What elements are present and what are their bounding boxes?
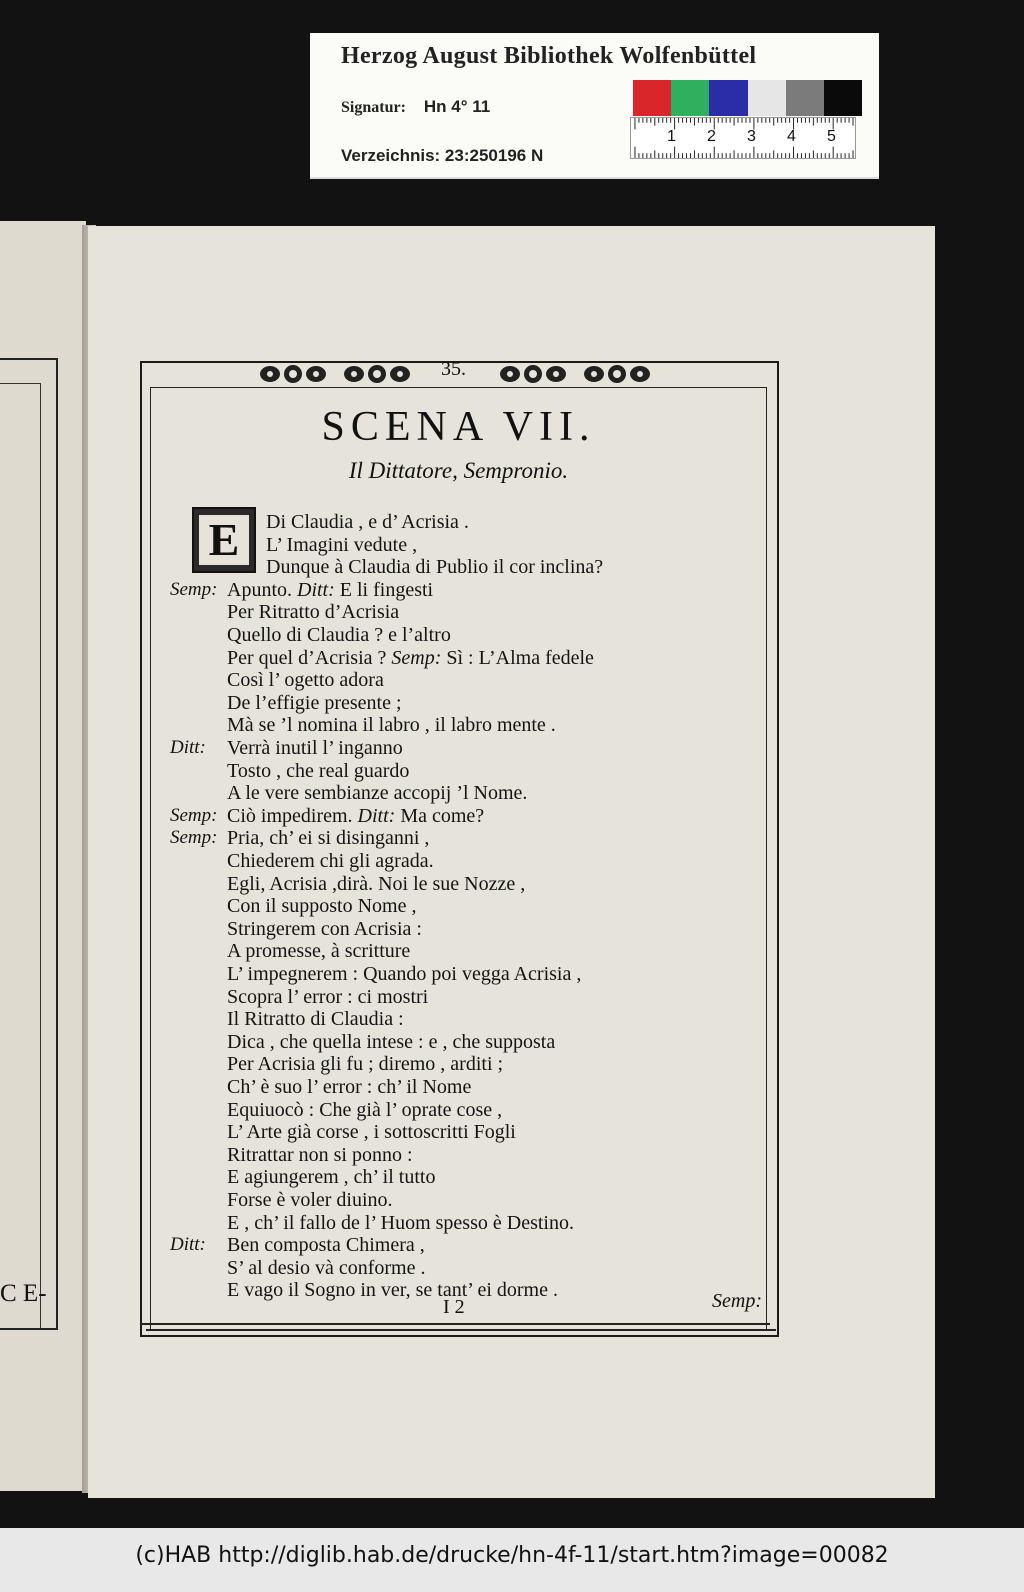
library-title: Herzog August Bibliothek Wolfenbüttel xyxy=(341,43,757,69)
verse-line: E , ch’ il fallo de l’ Huom spesso è Destino. xyxy=(227,1211,574,1234)
ruler-number: 5 xyxy=(827,128,836,145)
left-page-inner-frame xyxy=(0,383,41,1328)
verse-line: E agiungerem , ch’ il tutto xyxy=(227,1166,436,1189)
color-swatches xyxy=(633,80,862,116)
verse-line: E vago il Sogno in ver, se tant’ ei dorme . xyxy=(227,1279,558,1302)
ruler-number: 2 xyxy=(707,128,716,145)
left-page-catchword: C E- xyxy=(0,1280,47,1307)
ornament-icon xyxy=(582,362,652,386)
swatch-gray xyxy=(786,80,824,116)
speaker-label: Ditt: xyxy=(170,737,206,758)
signatur-row xyxy=(341,97,490,117)
verse-line: A le vere sembianze accopij ’l Nome. xyxy=(227,782,528,805)
verse-line: Verrà inutil l’ inganno xyxy=(227,737,403,759)
page-number: 35. xyxy=(441,358,466,380)
verse-line: Ch’ è suo l’ error : ch’ il Nome xyxy=(227,1076,472,1098)
ruler-number: 1 xyxy=(667,128,676,145)
ruler-ticks xyxy=(631,118,855,158)
copyright-footer: (c)HAB http://diglib.hab.de/drucke/hn-4f-11/start.htm?image=00082 xyxy=(0,1528,1024,1592)
bottom-rule xyxy=(140,1323,770,1325)
verse-line: Egli, Acrisia ,dirà. Noi le sue Nozze , xyxy=(227,872,526,895)
verse-line: Così l’ ogetto adora xyxy=(227,669,384,692)
verse-line: Equiuocò : Che già l’ oprate cose , xyxy=(227,1098,503,1121)
verse-line: S’ al desio và conforme . xyxy=(227,1256,426,1279)
ornament-icon xyxy=(342,362,412,386)
swatch-red xyxy=(633,80,671,116)
swatch-blue xyxy=(709,80,747,116)
verse-line: L’ impegnerem : Quando poi vegga Acrisia , xyxy=(227,963,582,985)
verse-line: Pria, ch’ ei si disinganni , xyxy=(227,827,430,850)
decorated-initial xyxy=(192,507,256,573)
verse-line: Mà se ’l nomina il labro , il labro mente . xyxy=(227,714,556,737)
verse-line: Per quel d’Acrisia ? Semp: Sì : L’Alma fedele xyxy=(227,646,594,669)
swatch-white xyxy=(748,80,786,116)
ornament-icon xyxy=(498,362,568,386)
verse-line: Apunto. Ditt: E li fingesti xyxy=(227,578,434,601)
signatur-value: Hn 4° 11 xyxy=(423,97,491,116)
printer-signature: I 2 xyxy=(443,1296,465,1318)
verse-line: Scopra l’ error : ci mostri xyxy=(227,985,429,1008)
ruler-number: 3 xyxy=(747,128,756,145)
verse-line: Chiederem chi gli agrada. xyxy=(227,850,434,872)
ornament-icon xyxy=(258,362,328,386)
library-label xyxy=(310,33,879,179)
scale-ruler xyxy=(630,117,856,159)
ruler-number: 4 xyxy=(787,128,796,145)
swatch-black xyxy=(824,80,862,116)
verse-line: L’ Arte già corse , i sottoscritti Fogli xyxy=(227,1121,516,1144)
verse-line: De l’effigie presente ; xyxy=(227,691,402,714)
scene-title: SCENA VII. xyxy=(321,404,596,450)
verse-line: Stringerem con Acrisia : xyxy=(227,917,422,940)
verse-line: Forse è voler diuino. xyxy=(227,1189,393,1211)
speaker-label: Ditt: xyxy=(170,1234,206,1256)
verse-line: Con il supposto Nome , xyxy=(227,895,417,918)
catchword: Semp: xyxy=(712,1290,762,1312)
verse-line: Dica , che quella intese : e , che supposta xyxy=(227,1030,556,1053)
verse-line: Quello di Claudia ? e l’altro xyxy=(227,624,451,646)
speaker-label: Semp: xyxy=(170,804,218,826)
verse-line: Di Claudia , e d’ Acrisia . xyxy=(266,511,469,533)
verse-line: Per Ritratto d’Acrisia xyxy=(227,601,400,624)
signatur-label: Signatur: xyxy=(341,99,406,116)
verse-line: Il Ritratto di Claudia : xyxy=(227,1008,404,1031)
verse-line: Ciò impedirem. Ditt: Ma come? xyxy=(227,804,485,827)
initial-letter: E xyxy=(199,515,249,565)
speaker-label: Semp: xyxy=(170,827,218,849)
bottom-rule xyxy=(146,1329,776,1331)
verse-line: A promesse, à scritture xyxy=(227,940,411,963)
verse-line: Dunque à Claudia di Publio il cor inclina? xyxy=(266,556,604,579)
verse-line: Ben composta Chimera , xyxy=(227,1234,425,1257)
verse-line: Tosto , che real guardo xyxy=(227,759,410,782)
speaker-label: Semp: xyxy=(170,578,218,600)
verse-line: Per Acrisia gli fu ; diremo , arditi ; xyxy=(227,1053,504,1076)
verse-line: L’ Imagini vedute , xyxy=(266,533,418,556)
swatch-green xyxy=(671,80,709,116)
verse-line: Ritrattar non si ponno : xyxy=(227,1143,413,1166)
scene-characters: Il Dittatore, Sempronio. xyxy=(348,458,569,483)
verzeichnis-text: Verzeichnis: 23:250196 N xyxy=(341,146,544,165)
